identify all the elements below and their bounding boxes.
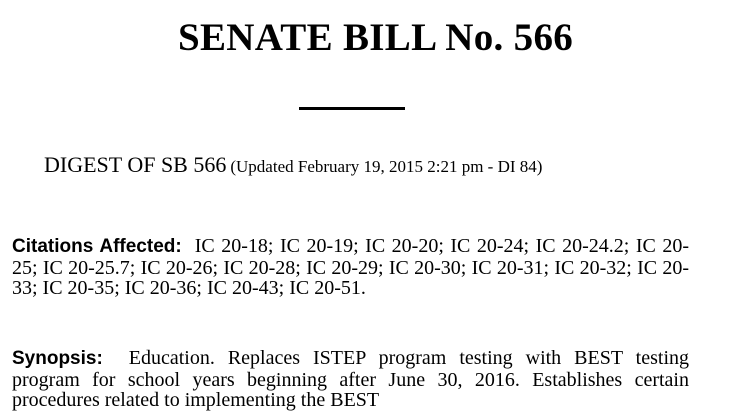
synopsis-text: Education. Replaces ISTEP program testing with BEST testing program for school years beginning after June 30, 2016. Establishes certain procedures related to implementing the BEST [12, 347, 690, 411]
citations-section [12, 236, 689, 299]
synopsis-section [12, 348, 689, 411]
digest-heading [44, 150, 542, 183]
synopsis-label: Synopsis: [12, 348, 103, 369]
digest-heading-text: DIGEST OF SB 566 [44, 152, 227, 177]
citations-label: Citations Affected: [12, 236, 182, 257]
citations-text: IC 20-18; IC 20-19; IC 20-20; IC 20-24; IC 20-24.2; IC 20-25; IC 20-25.7; IC 20-26; IC 20-28; IC 20-29; IC 20-30; IC 20-31; IC 20-32; IC 20-33; IC 20-35; IC 20-36; IC 20-43; IC 20-51. [12, 235, 689, 299]
title-divider [299, 107, 405, 110]
digest-updated-note: (Updated February 19, 2015 2:21 pm - DI 84) [230, 157, 543, 176]
bill-title: SENATE BILL No. 566 [177, 16, 574, 59]
